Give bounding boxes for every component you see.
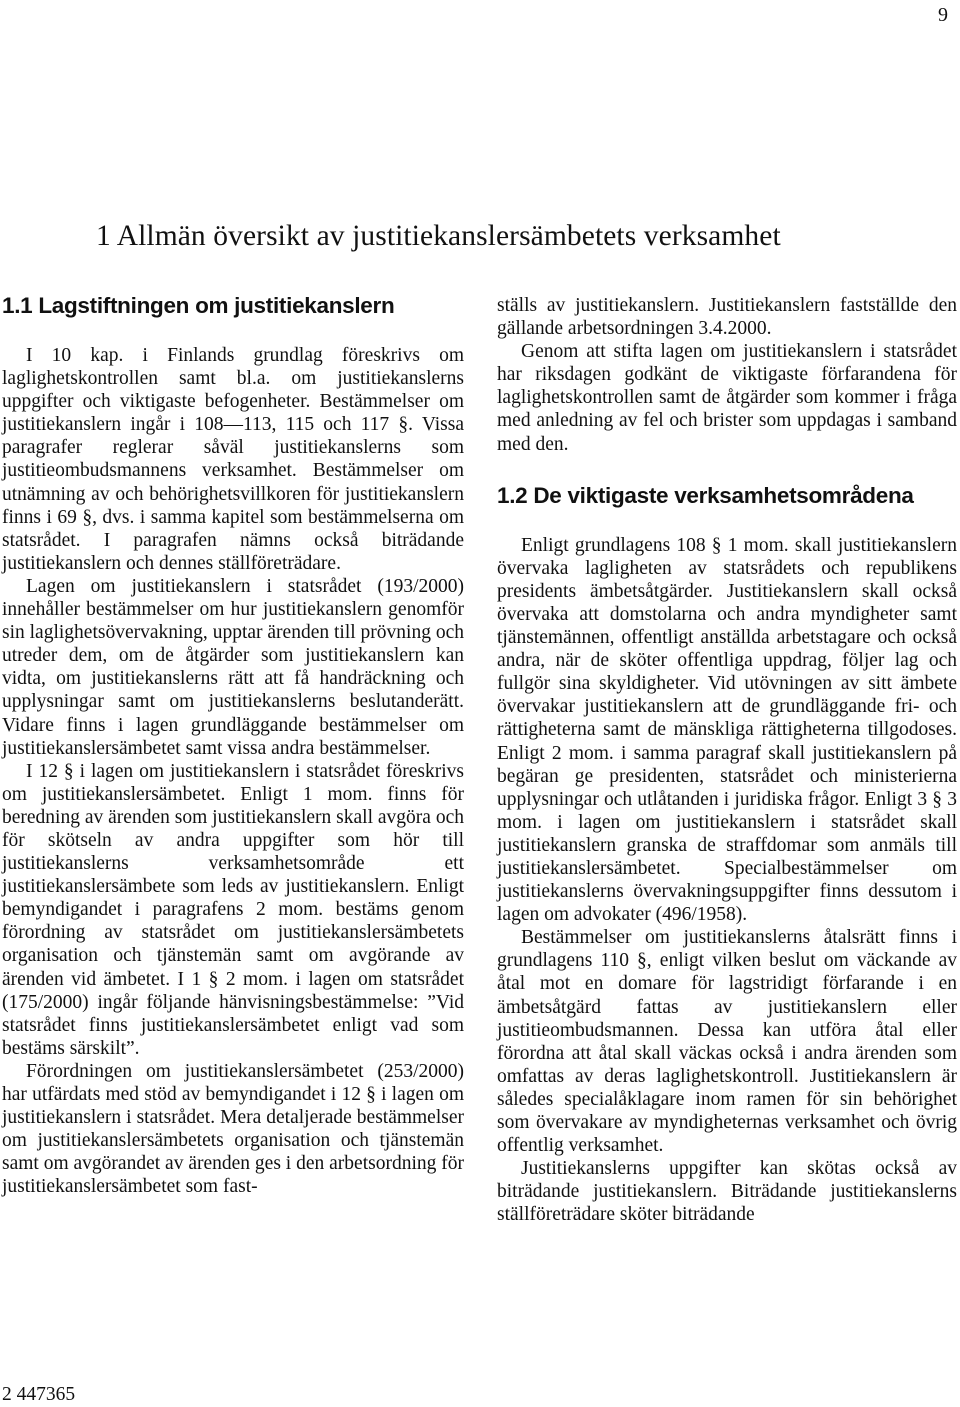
body-paragraph: ställs av justitiekanslern. Justitiekanslern fastställde den gällande arbetsordningen 3.4.2000. [497,295,957,340]
body-paragraph: I 12 § i lagen om justitiekanslern i statsrådet föreskrivs om justitiekanslersämbetet. Enligt 1 mom. finns för beredning av ärenden som justitiekanslern skall avgöra och för skötseln av andra uppgifter som hör till justitiekanslerns verksamhetsområde ett justitiekanslersämbete som leds av justitiekanslern. Enligt bemyndigandet i paragrafens 2 mom. bestäms genom förordning av statsrådet om justitiekanslersämbetets organisation och tjänstemän samt om avgörande av ärenden vid ämbetet. I 1 § 2 mom. i lagen om statsrådet (175/2000) ingår följande hänvisningsbestämmelse: ”Vid statsrådet finns justitiekanslersämbetet enligt vad som bestäms särskilt”. [2,760,464,1059]
right-column [497,294,957,1226]
left-column [2,294,464,1198]
body-paragraph: Förordningen om justitiekanslersämbetet (253/2000) har utfärdats med stöd av bemyndigandet i 12 § i lagen om justitiekanslern i statsrådet. Mera detaljerade bestämmelser om justitiekanslersämbetets organisation och tjänstemän samt om avgörandet av ärenden ges i den arbetsordning för justitiekanslersämbetet som fast- [2,1060,464,1198]
body-paragraph: Enligt grundlagens 108 § 1 mom. skall justitiekanslern övervaka lagligheten av statsrådets och republikens presidents ämbetsåtgärder. Justitiekanslern skall också övervaka att domstolarna och andra myndigheter samt tjänstemännen, offentligt anställda arbetstagare och också andra, när de sköter offentliga uppdrag, följer lag och fullgör sina skyldigheter. Vid utövningen av sitt ämbete övervakar justitiekanslern att de grundläggande fri- och rättigheterna samt de mänskliga rättigheterna tillgodoses. Enligt 2 mom. i samma paragraf skall justitiekanslern på begäran ge presidenten, statsrådet och ministerierna upplysningar och utlåtanden i juridiska frågor. Enligt 3 § 3 mom. i lagen om justitiekanslern i statsrådet skall justitiekanslern granska de straffdomar som anmäls till justitiekanslersämbetet. Specialbestämmelser om justitiekanslerns övervakningsuppgifter finns dessutom i lagen om advokater (496/1958). [497,534,957,926]
chapter-title: 1 Allmän översikt av justitiekanslersämbetets verksamhet [96,220,781,252]
section-title-1-1: 1.1 Lagstiftningen om justitiekanslern [2,293,395,318]
body-paragraph: Lagen om justitiekanslern i statsrådet (193/2000) innehåller bestämmelser om hur justitiekanslern genomför sin laglighetsövervakning, upptar ärenden till prövning och utreder dem, om de åtgärder som justitiekanslern kan vidta, om justitiekanslerns rätt att få handräckning och upplysningar samt om justitiekanslerns beslutanderätt. Vidare finns i lagen grundläggande bestämmelser om justitiekanslersämbetet samt vissa andra bestämmelser. [2,575,464,759]
body-paragraph: I 10 kap. i Finlands grundlag föreskrivs om laglighetskontrollen samt bl.a. om justitiekanslerns uppgifter och viktigaste befogenheter. Bestämmelser om justitiekanslern ingår i 108—113, 115 och 117 §. Vissa paragrafer reglerar såväl justitiekanslerns som justitieombudsmannens verksamhet. Bestämmelser om utnämning av och behörighetsvillkoren för justitiekanslern finns i 69 §, dvs. i samma kapitel som bestämmelserna om statsrådet. I paragrafen nämns också biträdande justitiekanslern och dennes ställföreträdare. [2,345,464,574]
body-paragraph: Justitiekanslerns uppgifter kan skötas också av biträdande justitiekanslern. Biträdande justitiekanslerns ställföreträdare sköter biträdande [497,1158,957,1226]
footer-print-code: 2 447365 [2,1384,76,1405]
body-paragraph: Genom att stifta lagen om justitiekanslern i statsrådet har riksdagen godkänt de viktigaste förfarandena för laglighetskontrollen samt de åtgärder som kommer i fråga med anledning av fel och brister som uppdagas i samband med den. [497,341,957,455]
section-title-1-2: 1.2 De viktigaste verksamhetsområdena [497,482,914,508]
body-paragraph: Bestämmelser om justitiekanslerns åtalsrätt finns i grundlagens 110 §, enligt vilken beslut om väckande av åtal mot en domare för lagstridigt förfarande i en ämbetsåtgärd fattas av justitiekanslern eller justitieombudsmannen. Dessa kan utföra åtal eller förordna att åtal skall väckas också i andra ärenden som omfattas av deras laglighetskontroll. Justitiekanslern är således specialåklagare inom ramen för sin behörighet som övervakare av myndigheternas verksamhet och övrig offentlig verksamhet. [497,927,957,1157]
page-number: 9 [938,4,948,26]
